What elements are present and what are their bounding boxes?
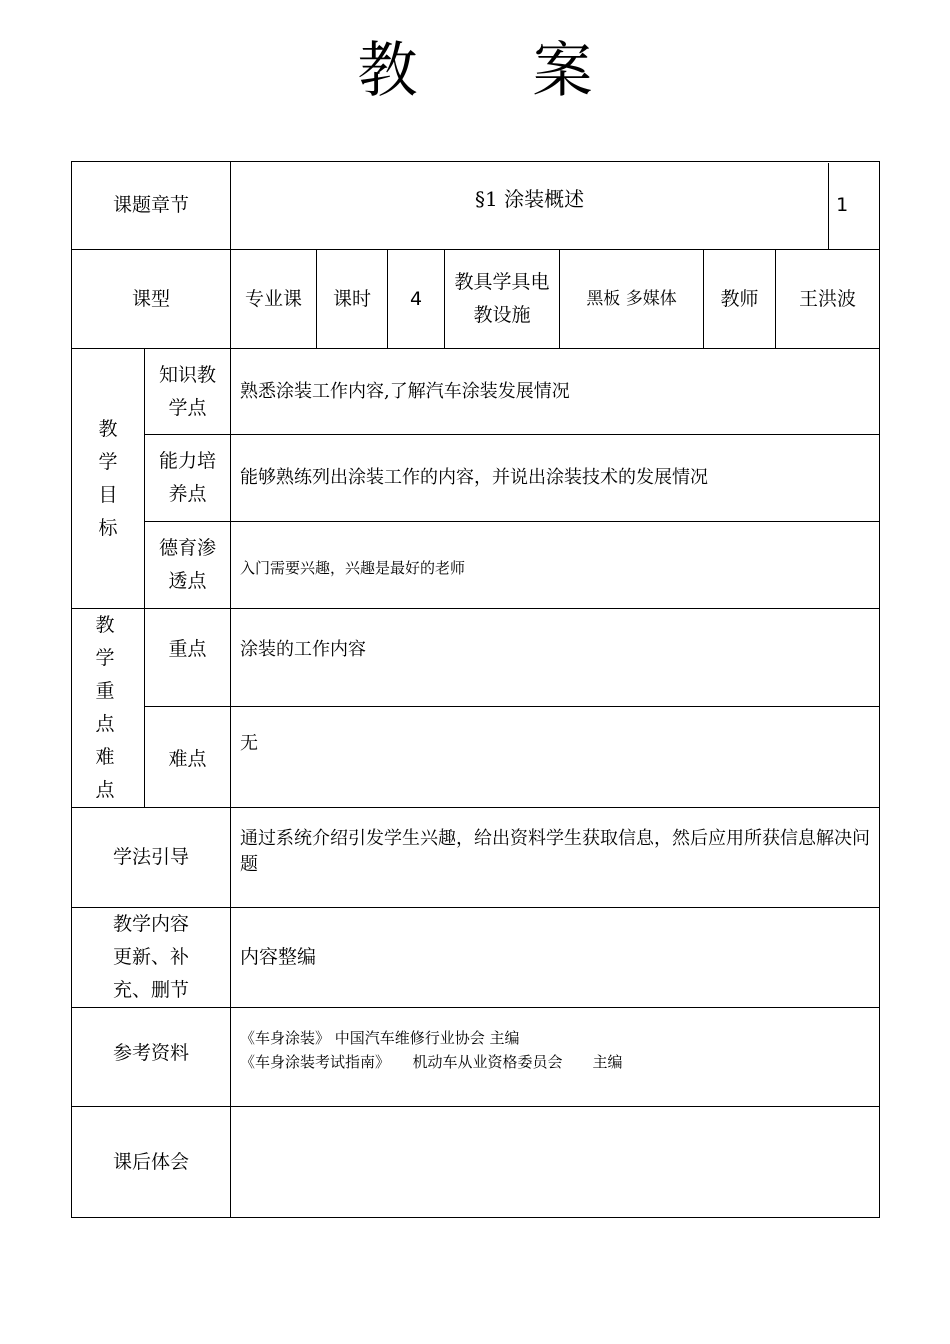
course-type-label: 课型 [72, 250, 231, 349]
ability-label: 能力培养点 [145, 435, 231, 522]
moral-label: 德育渗透点 [145, 522, 231, 609]
chapter-title-area [231, 163, 828, 249]
key-value: 涂装的工作内容 [231, 609, 880, 707]
difficult-value: 无 [231, 706, 880, 807]
references-row [72, 1008, 880, 1107]
moral-value: 入门需要兴趣，兴趣是最好的老师 [231, 522, 880, 609]
difficult-point-row [72, 706, 880, 807]
ability-value: 能够熟练列出涂装工作的内容，并说出涂装技术的发展情况 [231, 435, 880, 522]
reflection-row [72, 1107, 880, 1218]
difficult-label: 难点 [145, 706, 231, 807]
teacher-label: 教师 [704, 250, 776, 349]
course-type-row [72, 250, 880, 349]
method-row [72, 808, 880, 908]
chapter-row [72, 162, 880, 250]
reflection-label: 课后体会 [72, 1107, 231, 1218]
chapter-title: §1 涂装概述 [475, 186, 585, 211]
chapter-number: 1 [828, 163, 879, 249]
references-list [231, 1008, 880, 1107]
goals-group-label [72, 349, 145, 609]
keypoints-group-label [72, 609, 145, 808]
references-label: 参考资料 [72, 1008, 231, 1107]
course-type-value: 专业课 [231, 250, 317, 349]
hours-label: 课时 [317, 250, 388, 349]
key-label: 重点 [145, 609, 231, 707]
knowledge-row [72, 349, 880, 435]
teacher-value: 王洪波 [776, 250, 880, 349]
key-point-row [72, 609, 880, 707]
reference-item: 《车身涂装》 中国汽车维修行业协会 主编 [240, 1029, 520, 1047]
update-value: 内容整编 [231, 908, 880, 1008]
goals-group-text: 教学目标 [98, 417, 118, 539]
method-label: 学法引导 [72, 808, 231, 908]
update-row [72, 908, 880, 1008]
update-label: 教学内容更新、补充、删节 [72, 908, 231, 1008]
moral-row [72, 522, 880, 609]
knowledge-value: 熟悉涂装工作内容,了解汽车涂装发展情况 [231, 349, 880, 435]
method-value: 通过系统介绍引发学生兴趣，给出资料学生获取信息，然后应用所获信息解决问题 [231, 808, 880, 908]
document-title: 教 案 [357, 36, 641, 106]
equipment-label: 教具学具电教设施 [445, 250, 560, 349]
hours-value: 4 [388, 250, 445, 349]
reflection-value [231, 1107, 880, 1218]
equipment-value: 黑板 多媒体 [560, 250, 704, 349]
chapter-label: 课题章节 [72, 162, 231, 250]
lesson-plan-table [71, 161, 880, 1218]
chapter-cell [231, 162, 880, 250]
keypoints-group-text: 教学重点难点 [95, 614, 121, 801]
reference-item: 《车身涂装考试指南》 机动车从业资格委员会 主编 [240, 1053, 623, 1071]
ability-row [72, 435, 880, 522]
knowledge-label: 知识教学点 [145, 349, 231, 435]
